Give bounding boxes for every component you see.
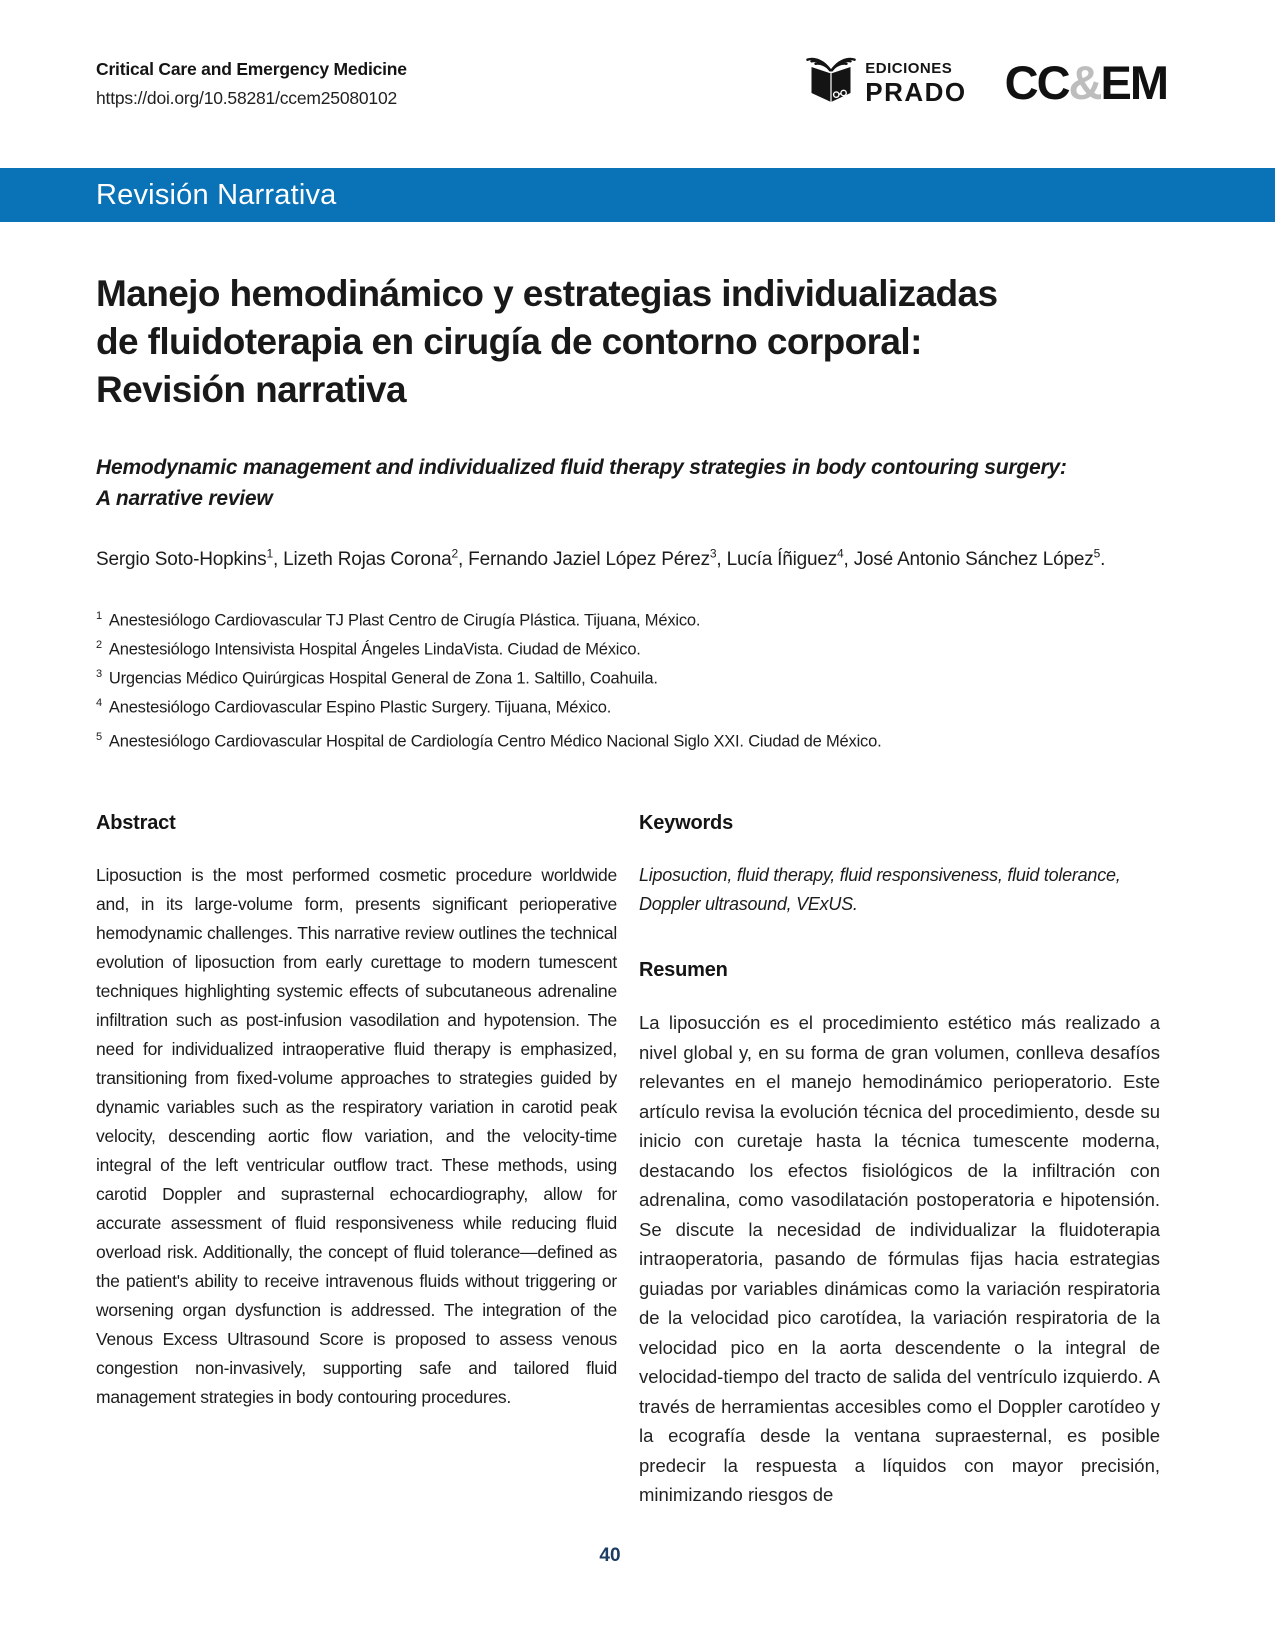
affiliation-number: 2: [96, 639, 102, 651]
affiliation-item: [96, 662, 1176, 691]
ccem-ampersand: &: [1068, 56, 1101, 109]
affiliation-item: [96, 725, 1176, 754]
ediciones-prado-logo: [805, 55, 966, 110]
publisher-name-top: EDICIONES: [865, 59, 953, 77]
author: Lizeth Rojas Corona$^2$,: [283, 547, 464, 571]
ccem-journal-logo: [1004, 56, 1167, 109]
ccem-em: EM: [1100, 56, 1167, 109]
article-type-banner: [0, 168, 1275, 222]
abstract-section: [96, 812, 617, 1510]
subtitle-line-1: Hemodynamic management and individualized fluid therapy strategies in body contouring surgery:: [96, 456, 1067, 479]
journal-name: Critical Care and Emergency Medicine: [96, 59, 407, 79]
abstract-text: Liposuction is the most performed cosmetic procedure worldwide and, in its large-volume form, presents significant perioperative hemodynamic challenges. This narrative review outlines the technical evolution of liposuction from early curettage to modern tumescent techniques highlighting systemic effects of subcutaneous adrenaline infiltration such as post-infusion vasodilation and hypotension. The need for individualized intraoperative fluid therapy is emphasized, transitioning from fixed-volume approaches to strategies guided by dynamic variables such as the respiratory variation in carotid peak velocity, descending aortic flow variation, and the velocity-time integral of the left ventricular outflow tract. These methods, using carotid Doppler and suprasternal echocardiography, allow for accurate assessment of fluid responsiveness while reducing fluid overload risk. Additionally, the concept of fluid tolerance—defined as the patient's ability to receive intravenous fluids without triggering or worsening organ dysfunction is addressed. The integration of the Venous Excess Ultrasound Score is proposed to assess venous congestion non-invasively, supporting safe and tailored fluid management strategies in body contouring procedures.: [96, 865, 617, 1407]
affiliation-item: [96, 691, 1176, 720]
publisher-name-bottom: PRADO: [865, 76, 967, 107]
journal-identity: [96, 55, 407, 109]
publisher-wordmark: [865, 61, 966, 105]
logo-group: [805, 55, 1167, 110]
author: Sergio Soto-Hopkins$^1$,: [96, 547, 279, 571]
affiliation-number: 1: [96, 610, 102, 622]
title-line-2: de fluidoterapia en cirugía de contorno corporal:: [96, 321, 922, 362]
resumen-heading: Resumen: [639, 959, 728, 981]
affiliation-item: [96, 633, 1176, 662]
keywords-resumen-section: [639, 812, 1160, 1510]
page-number: 40: [599, 1545, 621, 1566]
affiliation-text: Anestesiólogo Intensivista Hospital Ángeles LindaVista. Ciudad de México.: [108, 640, 641, 659]
keywords-heading: Keywords: [639, 812, 733, 834]
page-footer: [0, 1545, 1220, 1567]
open-book-icon: [805, 55, 857, 110]
author: Lucía Íñiguez$^4$,: [726, 547, 849, 571]
article-title-en: [96, 452, 1176, 514]
author: Fernando Jaziel López Pérez$^3$,: [468, 547, 722, 571]
abstract-columns: [96, 812, 1160, 1510]
author: José Antonio Sánchez López$^5$.: [853, 547, 1106, 571]
author-list: [96, 547, 1176, 571]
affiliation-text: Anestesiólogo Cardiovascular Espino Plastic Surgery. Tijuana, México.: [108, 698, 612, 717]
resumen-text: La liposucción es el procedimiento estético más realizado a nivel global y, en su forma de gran volumen, conlleva desafíos relevantes en el manejo hemodinámico perioperatorio. Este artículo revisa la evolución técnica del procedimiento, desde su inicio con curetaje hasta la técnica tumescente moderna, destacando los efectos fisiológicos de la infiltración con adrenalina, como vasodilatación postoperatoria e hipotensión. Se discute la necesidad de individualizar la fluidoterapia intraoperatoria, pasando de fórmulas fijas hacia estrategias guiadas por variables dinámicas como la variación respiratoria de la velocidad pico carotídea, la variación respiratoria de la velocidad pico en la aorta descendente o la integral de velocidad-tiempo del tracto de salida del ventrículo izquierdo. A través de herramientas accesibles como el Doppler carotídeo y la ecografía desde la ventana supraesternal, es posible predecir la respuesta a líquidos con mayor precisión, minimizando riesgos de: [639, 1012, 1160, 1505]
ccem-cc: CC: [1004, 56, 1069, 109]
affiliation-text: Urgencias Médico Quirúrgicas Hospital General de Zona 1. Saltillo, Coahuila.: [108, 669, 658, 688]
subtitle-line-2: A narrative review: [96, 487, 273, 510]
article-type-label: Revisión Narrativa: [96, 178, 337, 211]
affiliation-item: [96, 604, 1176, 633]
page-header: [96, 55, 1167, 110]
affiliation-text: Anestesiólogo Cardiovascular Hospital de Cardiología Centro Médico Nacional Siglo XXI. Ciudad de México.: [108, 732, 882, 751]
title-line-1: Manejo hemodinámico y estrategias individualizadas: [96, 273, 998, 314]
affiliation-text: Anestesiólogo Cardiovascular TJ Plast Centro de Cirugía Plástica. Tijuana, México.: [108, 611, 701, 630]
keywords-text: Liposuction, fluid therapy, fluid responsiveness, fluid tolerance, Doppler ultrasound, VExUS.: [639, 865, 1121, 914]
doi-link[interactable]: https://doi.org/10.58281/ccem25080102: [96, 88, 398, 108]
title-line-3: Revisión narrativa: [96, 369, 407, 410]
article-title-es: [96, 270, 1176, 414]
affiliation-number: 5: [96, 731, 102, 743]
affiliation-list: [96, 604, 1176, 754]
abstract-heading: Abstract: [96, 812, 176, 834]
affiliation-number: 4: [96, 697, 102, 709]
affiliation-number: 3: [96, 668, 102, 680]
